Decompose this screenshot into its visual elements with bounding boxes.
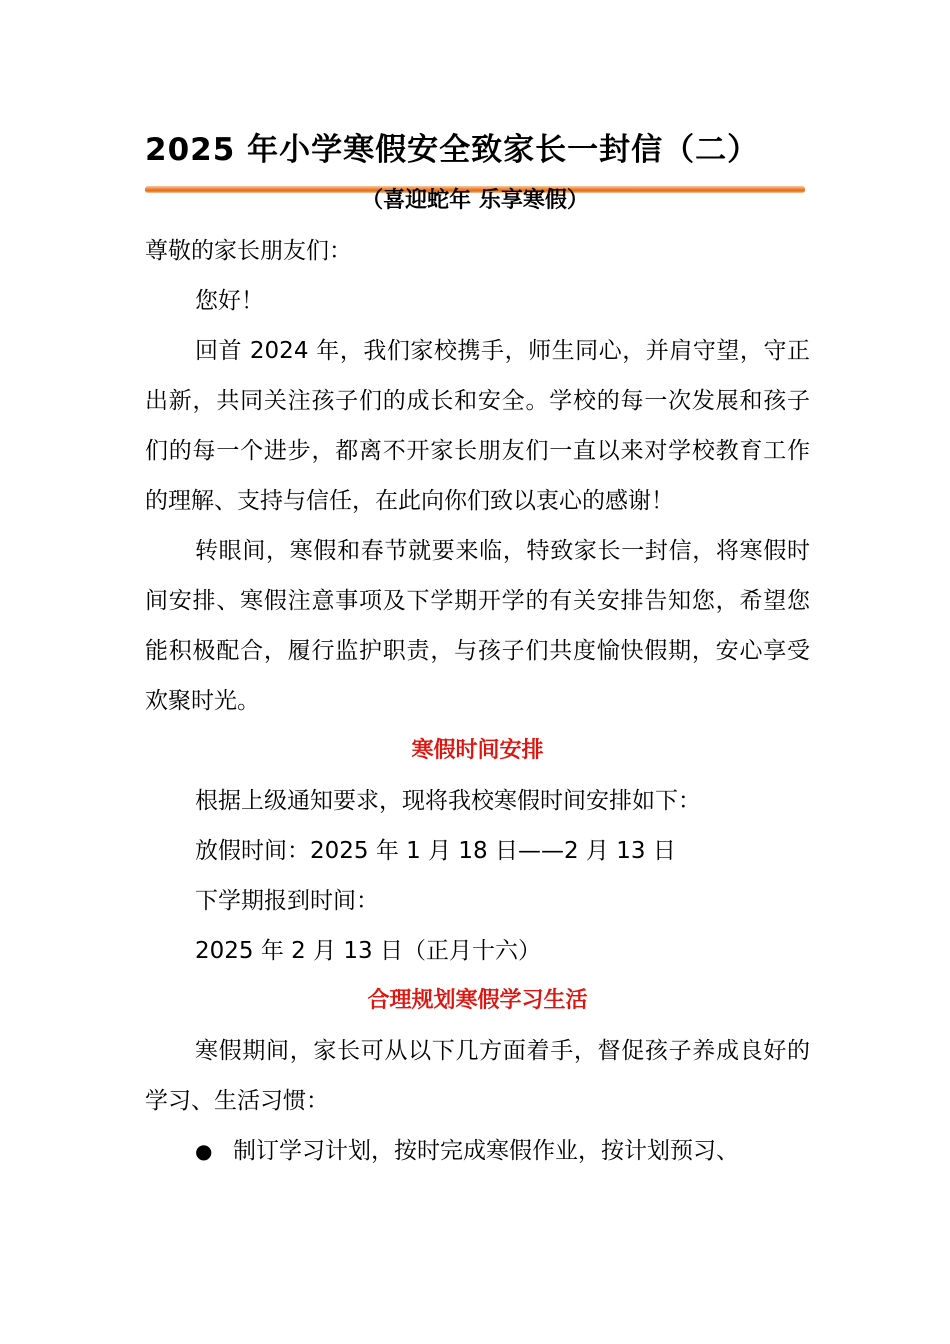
section1-intro: 根据上级通知要求，现将我校寒假时间安排如下： bbox=[195, 788, 701, 814]
letter-body bbox=[145, 226, 810, 1176]
bullet-dot-icon: ● bbox=[195, 1139, 213, 1163]
document-title: 2025 年小学寒假安全致家长一封信（二） bbox=[145, 132, 760, 168]
report-date: 2025 年 2 月 13 日（正月十六） bbox=[195, 938, 541, 964]
greeting: 您好！ bbox=[195, 288, 264, 314]
bullet-text: 制订学习计划，按时完成寒假作业，按计划预习、 bbox=[233, 1138, 739, 1164]
section-heading-study-plan: 合理规划寒假学习生活 bbox=[367, 988, 588, 1013]
section-heading-schedule: 寒假时间安排 bbox=[411, 738, 544, 763]
paragraph-notice: 转眼间，寒假和春节就要来临，特致家长一封信，将寒假时间安排、寒假注意事项及下学期开学的有关安排告知您，希望您能积极配合，履行监护职责，与孩子们共度愉快假期，安心享受欢聚时光。 bbox=[145, 538, 810, 714]
holiday-time: 放假时间：2025 年 1 月 18 日——2 月 13 日 bbox=[195, 838, 676, 864]
section2-intro: 寒假期间，家长可从以下几方面着手，督促孩子养成良好的学习、生活习惯： bbox=[145, 1038, 810, 1114]
document-subtitle: （喜迎蛇年 乐享寒假） bbox=[361, 188, 589, 213]
report-label: 下学期报到时间： bbox=[195, 888, 379, 914]
paragraph-intro: 回首 2024 年，我们家校携手，师生同心，并肩守望，守正出新，共同关注孩子们的成长和安全。学校的每一次发展和孩子们的每一个进步，都离不开家长朋友们一直以来对学校教育工作的理解、支持与信任，在此向你们致以衷心的感谢！ bbox=[145, 338, 810, 514]
salutation: 尊敬的家长朋友们： bbox=[145, 238, 352, 264]
bullet-item bbox=[145, 1126, 810, 1176]
